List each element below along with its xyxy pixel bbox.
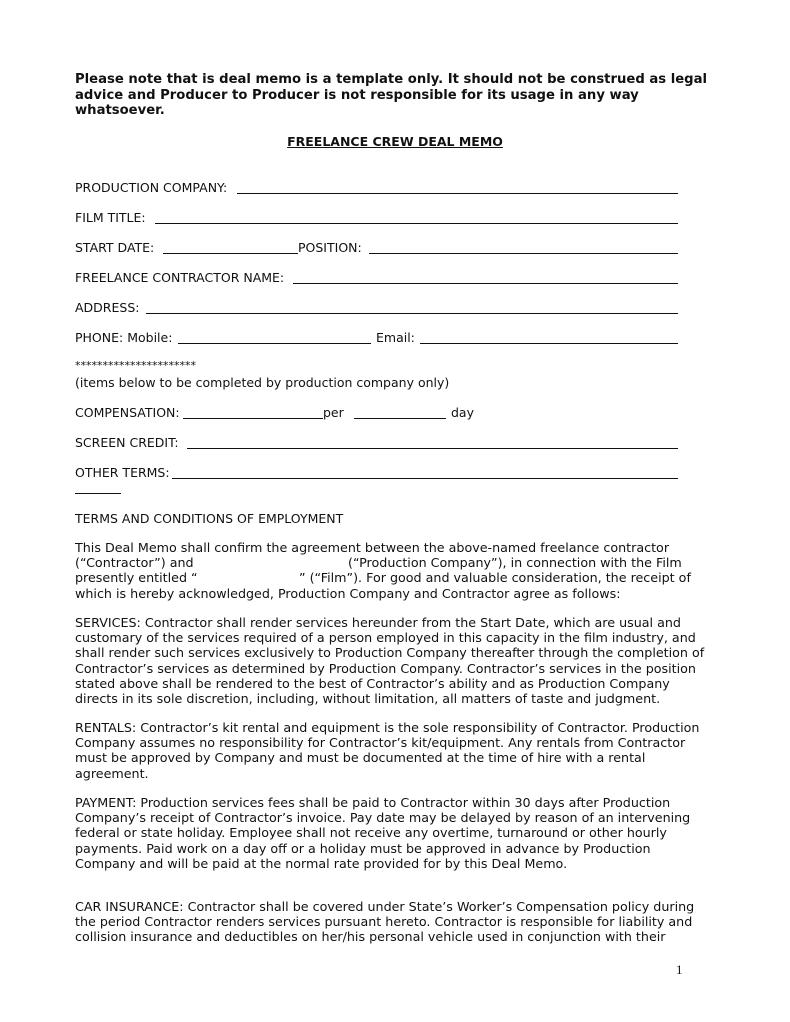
other-terms-blank-continued[interactable]: [75, 493, 121, 494]
day-label: day: [451, 405, 474, 420]
rentals-paragraph: [75, 720, 715, 781]
rentals-line: Company assumes no responsibility for Contractor’s kit/equipment. Any rentals from Contractor: [75, 735, 686, 751]
phone-label: PHONE: Mobile:: [75, 330, 173, 345]
intro-line: which is hereby acknowledged, Production Company and Contractor agree as follows:: [75, 585, 621, 601]
contractor-name-blank[interactable]: [293, 283, 678, 284]
film-title-label: FILM TITLE:: [75, 210, 146, 225]
terms-heading: TERMS AND CONDITIONS OF EMPLOYMENT: [75, 511, 344, 526]
separator-stars: **********************: [75, 359, 196, 372]
per-blank[interactable]: [354, 418, 446, 419]
film-title-blank[interactable]: [155, 223, 678, 224]
payment-line: PAYMENT: Production services fees shall be paid to Contractor within 30 days after Production: [75, 795, 671, 810]
rentals-line: must be approved by Company and must be documented at the time of hire with a rental: [75, 750, 646, 766]
intro-paragraph: [75, 540, 715, 601]
payment-line: payments. Paid work on a day off or a holiday must be approved in advance by Production: [75, 840, 651, 856]
email-label: Email:: [376, 330, 415, 345]
position-blank[interactable]: [369, 253, 678, 254]
car-insurance-line: the period Contractor renders services pursuant hereto. Contractor is responsible for liability and: [75, 914, 693, 930]
payment-line: Company’s receipt of Contractor’s invoice. Pay date may be delayed by reason of an intervening: [75, 810, 691, 826]
phone-blank[interactable]: [178, 343, 371, 344]
compensation-label: COMPENSATION:: [75, 405, 180, 420]
address-blank[interactable]: [146, 313, 678, 314]
services-line: customary of the services required of a person employed in this capacity in the film industry, and: [75, 630, 696, 646]
services-line: Contractor’s services as determined by Production Company. Contractor’s services in the position: [75, 660, 696, 676]
other-terms-blank[interactable]: [172, 478, 678, 479]
disclaimer-note: Please note that is deal memo is a template only. It should not be construed as legal advice and Producer to Producer is not responsible for its usage in any way whatsoever.: [75, 72, 708, 118]
services-line: shall render such services exclusively to Production Company thereafter through the completion of: [75, 645, 705, 661]
page-title: FREELANCE CREW DEAL MEMO: [287, 134, 503, 149]
payment-line: federal or state holiday. Employee shall not receive any overtime, turnaround or other hourly: [75, 825, 667, 841]
car-insurance-line: CAR INSURANCE: Contractor shall be covered under State’s Worker’s Compensation policy during: [75, 899, 695, 914]
page-number: 1: [676, 962, 683, 977]
contractor-name-label: FREELANCE CONTRACTOR NAME:: [75, 270, 285, 285]
payment-line: Company and will be paid at the normal rate provided for by this Deal Memo.: [75, 855, 568, 871]
services-line: stated above shall be rendered to the best of Contractor’s ability and as Production Company: [75, 675, 670, 691]
intro-line: This Deal Memo shall confirm the agreement between the above-named freelance contractor: [75, 540, 670, 555]
screen-credit-blank[interactable]: [187, 448, 678, 449]
items-note: (items below to be completed by production company only): [75, 375, 450, 390]
intro-contractor-text: (“Contractor”) and: [75, 555, 194, 571]
rentals-line: agreement.: [75, 765, 149, 781]
start-date-label: START DATE:: [75, 240, 155, 255]
services-line: SERVICES: Contractor shall render services hereunder from the Start Date, which are usual and: [75, 615, 681, 630]
intro-entitled-text: presently entitled “: [75, 570, 198, 586]
services-line: directs in its sole discretion, including, without limitation, all matters of taste and judgment.: [75, 691, 661, 707]
per-label: per: [323, 405, 344, 420]
intro-line: [75, 555, 715, 570]
payment-paragraph: [75, 795, 715, 871]
production-company-label: PRODUCTION COMPANY:: [75, 180, 228, 195]
compensation-blank[interactable]: [183, 418, 323, 419]
rentals-line: RENTALS: Contractor’s kit rental and equipment is the sole responsibility of Contractor. Production: [75, 720, 700, 735]
intro-film-text: ” (“Film”). For good and valuable consideration, the receipt of: [299, 570, 691, 586]
car-insurance-paragraph: [75, 899, 715, 945]
position-label: POSITION:: [298, 240, 362, 255]
screen-credit-label: SCREEN CREDIT:: [75, 435, 179, 450]
intro-production-company-text: (“Production Company”), in connection with the Film: [348, 555, 682, 571]
email-blank[interactable]: [420, 343, 678, 344]
production-company-blank[interactable]: [237, 193, 678, 194]
other-terms-label: OTHER TERMS:: [75, 465, 170, 480]
car-insurance-line: collision insurance and deductibles on her/his personal vehicle used in conjunction with their: [75, 929, 666, 945]
intro-line: [75, 570, 715, 585]
services-paragraph: [75, 615, 715, 706]
start-date-blank[interactable]: [163, 253, 298, 254]
address-label: ADDRESS:: [75, 300, 140, 315]
